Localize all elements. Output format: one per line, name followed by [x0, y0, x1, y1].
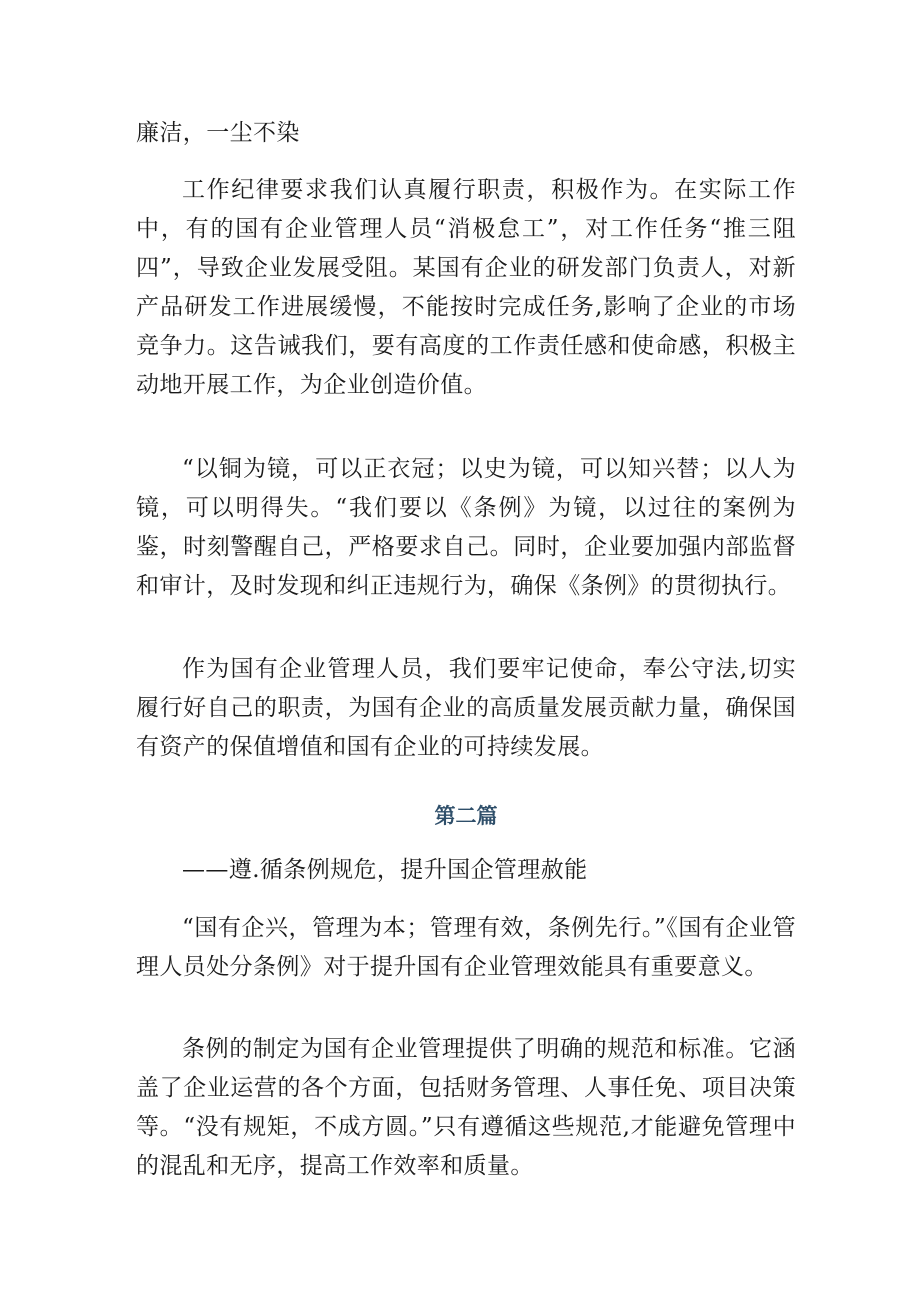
paragraph-continuation: 廉洁，一尘不染 — [136, 120, 300, 146]
section-subtitle: ——遵.循条例规危，提升国企管理赦能 — [182, 857, 588, 883]
paragraph-work-discipline: 工作纪律要求我们认真履行职责，积极作为。在实际工作中，有的国有企业管理人员“消极怠工”，对工作任务“推三阻四”，导致企业发展受阻。某国有企业的研发部门负责人，对新产品研发工作进展缓慢，不能按时完成任务,影响了企业的市场竞争力。这告诫我们，要有高度的工作责任感和使命感，积极主动地开展工作，为企业创造价值。 — [136, 177, 796, 398]
paragraph-conclusion: 作为国有企业管理人员，我们要牢记使命，奉公守法,切实履行好自己的职责，为国有企业的高质量发展贡献力量，确保国有资产的保值增值和国有企业的可持续发展。 — [136, 656, 796, 760]
paragraph-regulation-standards: 条例的制定为国有企业管理提供了明确的规范和标准。它涵盖了企业运营的各个方面，包括财务管理、人事任免、项目决策等。“没有规矩，不成方圆。”只有遵循这些规范,才能避免管理中的混乱和无序，提高工作效率和质量。 — [136, 1036, 796, 1179]
section-title: 第二篇 — [434, 803, 498, 828]
paragraph-intro-quote: “国有企兴，管理为本；管理有效，条例先行。”《国有企业管理人员处分条例》对于提升国有企业管理效能具有重要意义。 — [136, 915, 796, 980]
paragraph-mirror-quote: “以铜为镜，可以正衣冠；以史为镜，可以知兴替；以人为镜，可以明得失。“我们要以《条例》为镜，以过往的案例为鉴，时刻警醒自己，严格要求自己。同时，企业要加强内部监督和审计，及时发现和纠正违规行为，确保《条例》的贯彻执行。 — [136, 456, 796, 599]
